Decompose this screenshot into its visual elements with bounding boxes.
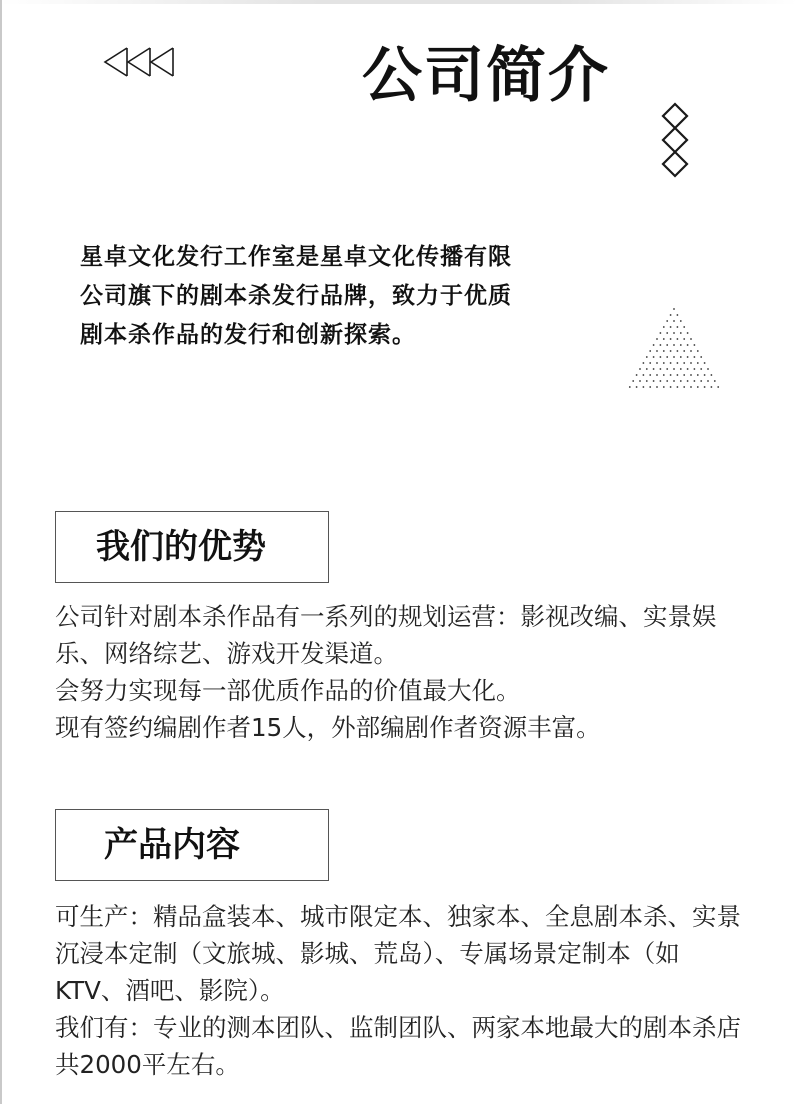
advantages-paragraph: 会努力实现每一部优质作品的价值最大化。 bbox=[55, 676, 521, 705]
advantages-text bbox=[55, 598, 745, 746]
page-title: 公司简介 bbox=[362, 41, 610, 111]
products-text bbox=[55, 898, 745, 1083]
top-shade-band bbox=[0, 0, 797, 4]
advantages-heading: 我们的优势 bbox=[96, 527, 266, 567]
triple-left-arrow-icon bbox=[102, 46, 178, 82]
products-heading: 产品内容 bbox=[104, 825, 240, 865]
products-heading-box bbox=[55, 809, 329, 881]
advantages-paragraph: 公司针对剧本杀作品有一系列的规划运营：影视改编、实景娱乐、网络综艺、游戏开发渠道。 bbox=[55, 602, 717, 668]
advantages-paragraph: 现有签约编剧作者15人，外部编剧作者资源丰富。 bbox=[55, 713, 601, 742]
dotted-triangle-icon bbox=[624, 306, 724, 400]
diamond-chain-icon bbox=[660, 102, 690, 186]
products-paragraph: 可生产：精品盒装本、城市限定本、独家本、全息剧本杀、实景沉浸本定制（文旅城、影城、荒岛）、专属场景定制本（如KTV、酒吧、影院）。 bbox=[55, 902, 741, 1005]
advantages-heading-box bbox=[55, 511, 329, 583]
company-intro: 星卓文化发行工作室是星卓文化传播有限公司旗下的剧本杀发行品牌，致力于优质剧本杀作品的发行和创新探索。 bbox=[80, 244, 512, 348]
products-paragraph: 我们有：专业的测本团队、监制团队、两家本地最大的剧本杀店共2000平左右。 bbox=[55, 1013, 741, 1079]
left-border-line bbox=[0, 0, 2, 1104]
